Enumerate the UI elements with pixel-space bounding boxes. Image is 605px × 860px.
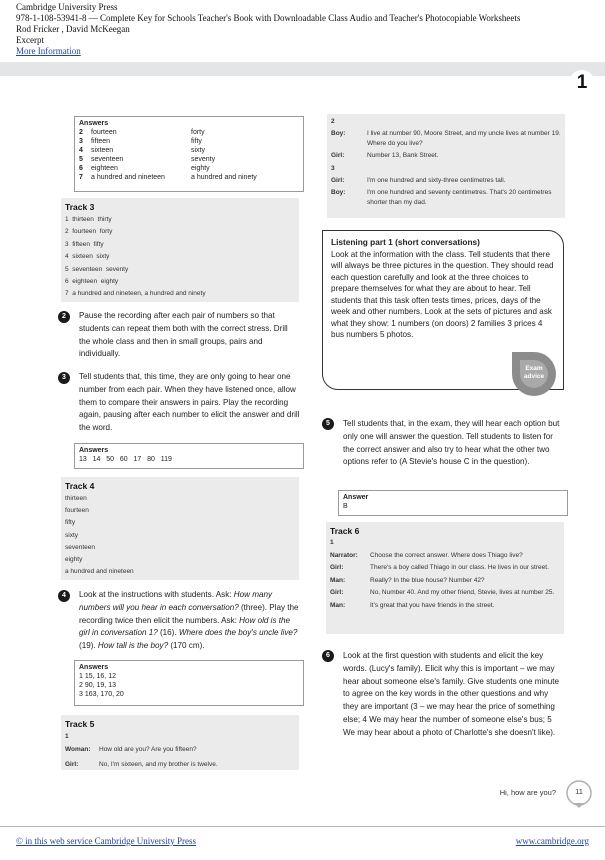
answer-row [79, 128, 299, 137]
answers-box-2 [74, 443, 304, 469]
utterance: How old are you? Are you fifteen? [99, 745, 197, 753]
page-number: 11 [575, 787, 583, 796]
answers-lines [79, 672, 299, 699]
question-3: Where does the boy's uncle live? [178, 628, 298, 638]
text-run: (170 cm). [168, 641, 205, 651]
track-line: 3 fifteen fifty [65, 240, 104, 248]
track-lines [331, 176, 561, 207]
track-lines [65, 744, 295, 772]
answers-box-4 [338, 490, 568, 516]
track-lines [65, 493, 295, 578]
dialogue-line [330, 551, 560, 561]
dialogue-line [65, 759, 295, 772]
utterance: I'm one hundred and seventy centimetres. That's 20 centimetres shorter than my dad. [367, 189, 552, 206]
utterance: No, Number 40. And my other friend, Stevie, lives at number 25. [370, 589, 555, 597]
step-bullet-6: 6 [322, 650, 334, 662]
listening-title: Listening part 1 (short conversations) [331, 237, 480, 247]
track-4-box [61, 477, 299, 580]
page-number-marker [566, 780, 592, 806]
speaker: Girl: [65, 761, 79, 769]
unit-number: 1 [569, 70, 595, 96]
publisher: Cambridge University Press [16, 2, 118, 12]
text-run: (19). [79, 641, 98, 651]
answer-line: 2 90, 19, 13 [79, 682, 116, 689]
exam-advice-badge [510, 350, 558, 398]
dialogue-line [331, 129, 561, 148]
speaker: Girl: [330, 589, 344, 597]
track-line: 7 a hundred and nineteen, a hundred and ninety [65, 290, 206, 298]
document-header [16, 2, 596, 57]
track-lines [331, 129, 561, 160]
conversation-number: 3 [331, 164, 335, 172]
utterance: It's great that you have friends in the street. [370, 601, 495, 609]
utterance: Choose the correct answer. Where does Thiago live? [370, 551, 523, 559]
question-4: How tall is the boy? [97, 641, 169, 651]
track-title: Track 3 [65, 202, 95, 212]
track-line: 2 fourteen forty [65, 228, 113, 236]
step-bullet-4: 4 [58, 590, 70, 602]
track-line: seventeen [65, 543, 95, 551]
step-2-text: Pause the recording after each pair of numbers so that students can repeat them both with the correct stress. Drill the whole class and then in small groups, pairs and individually. [79, 311, 288, 359]
answers-values: 13 14 50 60 17 80 119 [79, 456, 172, 463]
track-title: Track 5 [65, 719, 95, 729]
step-5-text: Tell students that, in the exam, they will hear each option but only one will answer the question. Tell students to listen for the correct answer and also try to hear what the other two options refer to (A Stevie's house C in the question). [343, 419, 560, 467]
speaker: Man: [330, 601, 346, 609]
answer-word-b: forty [191, 129, 205, 136]
answer-number: 7 [79, 174, 83, 181]
authors: Rod Fricker , David McKeegan [16, 24, 130, 34]
answer-number: 3 [79, 138, 83, 145]
speaker: Narrator: [330, 551, 358, 559]
answer-word-a: seventeen [91, 156, 124, 163]
track-lines [65, 214, 295, 301]
answer-word-b: eighty [191, 165, 210, 172]
track-line: fifty [65, 519, 76, 527]
text-run: (16). [157, 628, 179, 638]
dialogue-line [330, 601, 560, 611]
dialogue-line [330, 563, 560, 573]
answer-value: B [343, 503, 348, 510]
dialogue-line [331, 176, 561, 185]
answer-number: 6 [79, 165, 83, 172]
speaker: Girl: [331, 152, 345, 160]
utterance: No, I'm sixteen, and my brother is twelve. [99, 761, 218, 769]
answer-word-a: a hundred and nineteen [91, 174, 165, 181]
answer-row [79, 146, 299, 155]
question-1: How many numbers will you hear in each conversation? [79, 590, 272, 612]
dialogue-line [330, 588, 560, 598]
answers-title: Answer [343, 494, 369, 501]
answer-row [79, 155, 299, 164]
track-line: 4 sixteen sixty [65, 253, 110, 261]
step-bullet-2: 2 [58, 311, 70, 323]
exam-advice-label: Exam advice [523, 365, 545, 380]
conversation-number: 2 [331, 118, 335, 125]
answer-number: 5 [79, 156, 83, 163]
track-line: fourteen [65, 507, 89, 515]
track-5-box [61, 715, 299, 770]
track-5-continued [327, 114, 565, 218]
speaker: Woman: [65, 745, 91, 753]
text-run: (three). Play the recording twice then elicit the numbers. Ask: [79, 602, 299, 625]
answer-number: 4 [79, 147, 83, 154]
text-run: Look at the instructions with students. Ask: [79, 590, 234, 599]
answer-word-a: fourteen [91, 129, 117, 136]
step-3-text: Tell students that, this time, they are only going to hear one number from each pair. When they have listened once, allow them to compare their answers in pairs. Play the recording again, pausing after each number to elicit the answer and drill the word. [79, 372, 300, 433]
utterance: I'm one hundred and sixty-three centimetres tall. [367, 177, 506, 185]
footer-copyright-link[interactable]: © in this web service Cambridge University Press [16, 836, 197, 846]
track-line: 6 eighteen eighty [65, 278, 119, 286]
answer-word-a: sixteen [91, 147, 114, 154]
answer-row [79, 137, 299, 146]
answer-word-b: a hundred and ninety [191, 174, 257, 181]
utterance: Number 13, Bank Street. [367, 152, 439, 160]
excerpt-label: Excerpt [16, 35, 44, 45]
track-line: sixty [65, 531, 78, 539]
track-line: 5 seventeen seventy [65, 265, 129, 273]
dialogue-line [65, 744, 295, 757]
answers-title: Answers [79, 664, 109, 671]
answer-line: 1 15, 16, 12 [79, 673, 116, 680]
question-2: How old is the girl in conversation 1? [79, 615, 290, 638]
answers-box-1 [74, 116, 304, 192]
top-band [0, 62, 605, 76]
speaker: Girl: [330, 564, 344, 572]
answer-row [79, 164, 299, 173]
step-bullet-5: 5 [322, 418, 334, 430]
answers-rows [79, 128, 299, 182]
track-line: eighty [65, 556, 83, 564]
answer-line: 3 163, 170, 20 [79, 691, 124, 698]
utterance: I live at number 90, Moore Street, and my uncle lives at number 19. Where do you live? [367, 130, 561, 147]
track-line: 1 thirteen thirty [65, 216, 112, 223]
track-lines [330, 551, 560, 611]
track-line: a hundred and nineteen [65, 568, 134, 576]
utterance: There's a boy called Thiago in our class. He lives in our street. [370, 564, 549, 572]
track-3-box [61, 198, 299, 302]
listening-text: Look at the information with the class. Tell students that there will always be three pictures in the question. They should read each question carefully and look at the three choices to prepare themselves for what they are about to hear. Tell students that this task often tests times, prices, days of the week and other numbers. Look at the sets of pictures and ask what they show: 1 numbers (on doors) 2 families 3 prices 4 bus numbers 5 photos. [331, 249, 554, 339]
answers-box-3 [74, 660, 304, 706]
speaker: Girl: [331, 177, 345, 185]
track-title: Track 6 [330, 526, 360, 536]
track-6-box [326, 522, 564, 634]
answer-row [79, 173, 299, 182]
footer-rule [0, 826, 605, 827]
answer-word-a: fifteen [91, 138, 111, 145]
footer-website-link[interactable]: www.cambridge.org [515, 836, 589, 846]
step-6-text: Look at the first question with students and elicit the key words. (Lucy's family). Elicit why this is important – we may hear about someone else's family. Give students one minute to agree on the key words in the other questions and why they are important (3 – we may hear the price of something else; 4 We may hear the number of someone else's bus; 5 We may hear about a photo of Charlotte's she doesn't like). [343, 651, 559, 737]
dialogue-line [330, 576, 560, 586]
answer-word-b: fifty [191, 138, 202, 145]
answers-title: Answers [79, 120, 109, 127]
answer-number: 2 [79, 129, 83, 136]
book-line: 978-1-108-53941-8 — Complete Key for Schools Teacher's Book with Downloadable Class Audio and Teacher's Photocopiable Worksheets [16, 13, 521, 23]
speaker: Man: [330, 576, 346, 584]
speaker: Boy: [331, 189, 346, 197]
speaker: Boy: [331, 130, 346, 138]
step-4-text [79, 589, 303, 653]
answer-word-b: seventy [191, 156, 216, 163]
answer-word-a: eighteen [91, 165, 118, 172]
running-title: Hi, how are you? [499, 788, 556, 797]
conversation-number: 1 [330, 539, 334, 546]
track-line: thirteen [65, 495, 87, 502]
dialogue-line [331, 151, 561, 160]
track-title: Track 4 [65, 481, 95, 491]
conversation-number: 1 [65, 733, 69, 740]
dialogue-line [331, 188, 561, 207]
answers-title: Answers [79, 447, 109, 454]
answer-word-b: sixty [191, 147, 205, 154]
utterance: Really? In the blue house? Number 42? [370, 576, 485, 584]
more-information-link[interactable]: More Information [16, 46, 81, 56]
step-bullet-3: 3 [58, 372, 70, 384]
